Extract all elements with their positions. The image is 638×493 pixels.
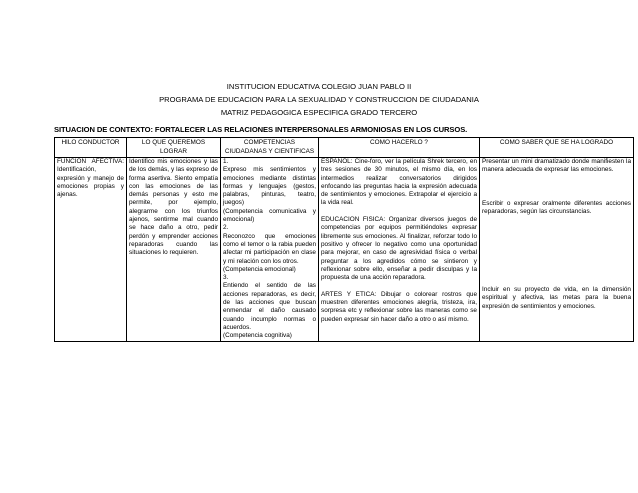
competencia-text-2: Reconozco que emociones como el temor o la rabia pueden afectar mi participación en clase y mi relación con los otros.	[223, 232, 316, 265]
cell-hilo: FUNCION AFECTIVA: Identificación, expresión y manejo de emociones propias y ajenas.	[55, 158, 127, 342]
matrix-title: MATRIZ PEDAGOGICA ESPECIFICA GRADO TERCERO	[220, 108, 418, 117]
competencia-text-3: Entiendo el sentido de las acciones reparadoras, es decir, de las acciones que buscan enmendar el daño causado cuando incumplo normas o acuerdos.	[223, 282, 316, 331]
cell-logro: Identifico mis emociones y las de los demás, y las expreso de forma asertiva. Siento empatía con las emociones de las demás personas y esto me permite, por ejemplo, alegrarme con los triunfos ajenos, sentirme mal cuando se hace daño a otro, pedir perdón y emprender acciones reparadoras cuando las situaciones lo requieren.	[127, 158, 221, 342]
competencia-number-2: 2.	[223, 224, 229, 232]
cell-saber	[480, 158, 634, 342]
como-educacion-fisica: EDUCACION FISICA: Organizar diversos juegos de competencias por equipos permitiéndoles expresar libremente sus emociones. Al finalizar, reforzar todo lo positivo y ofrecer lo negativo como una oportunidad para mejorar, en caso de agresividad física o verbal preguntar a los agredidos cómo se sintieron y reflexionar sobre ello, enseñar a pedir disculpas y la propuesta de una acción reparadora.	[321, 216, 477, 282]
competencia-number-3: 3.	[223, 274, 229, 282]
competencia-type-3: (Competencia cognitiva)	[223, 332, 292, 340]
institution-title: INSTITUCION EDUCATIVA COLEGIO JUAN PABLO II	[226, 82, 412, 91]
como-artes-etica: ARTES Y ETICA: Dibujar o colorear rostros que muestren diferentes emociones alegría, tristeza, ira, sorpresa etc y reflexionar sobre las maneras como se pueden expresar sin hacer daño a otro o así mismo.	[321, 290, 477, 323]
competencia-type-1: (Competencia comunicativa y emocional)	[223, 207, 316, 224]
header-competencias: COMPETENCIAS CIUDADANAS Y CIENTIFICAS	[221, 138, 319, 158]
program-title: PROGRAMA DE EDUCACION PARA LA SEXUALIDAD Y CONSTRUCCION DE CIUDADANIA	[159, 95, 479, 104]
competencia-text-1: Expreso mis sentimientos y emociones mediante distintas formas y lenguajes (gestos, palabras, pinturas, teatro, juegos)	[223, 166, 316, 207]
competencia-number-1: 1.	[223, 158, 229, 165]
header-saber: COMO SABER QUE SE HA LOGRADO	[480, 138, 634, 158]
table-header-row	[55, 138, 634, 158]
saber-acciones-reparadoras: Escribir o expresar oralmente diferentes acciones reparadoras, según las circunstancias.	[482, 199, 631, 215]
table-row	[55, 158, 634, 342]
header-logro: LO QUE QUEREMOS LOGRAR	[127, 138, 221, 158]
context-statement: SITUACION DE CONTEXTO: FORTALECER LAS RELACIONES INTERPERSONALES ARMONIOSAS EN LOS CURSOS.	[54, 125, 468, 134]
competencia-type-2: (Competencia emocional)	[223, 265, 296, 273]
header-como: COMO HACERLO ?	[319, 138, 480, 158]
pedagogical-matrix-table	[54, 137, 634, 342]
saber-proyecto-de-vida: Incluir en su proyecto de vida, en la dimensión espiritual y afectiva, las metas para la buena expresión de sentimientos y emociones.	[482, 286, 631, 310]
como-espanol: ESPAÑOL: Cine-foro, ver la película Shrek tercero, en tres sesiones de 30 minutos, el mismo día, en los intermedios realizar conversatorios dirigidos enfocando las preguntas hacia la expresión adecuada de sentimientos y emociones. Extrapolar el ejercicio a la vida real.	[321, 158, 477, 207]
cell-como	[319, 158, 480, 342]
header-hilo: HILO CONDUCTOR	[55, 138, 127, 158]
saber-dramatizado: Presentar un mini dramatizado donde manifiesten la manera adecuada de expresar las emociones.	[482, 158, 631, 174]
cell-competencias	[221, 158, 319, 342]
